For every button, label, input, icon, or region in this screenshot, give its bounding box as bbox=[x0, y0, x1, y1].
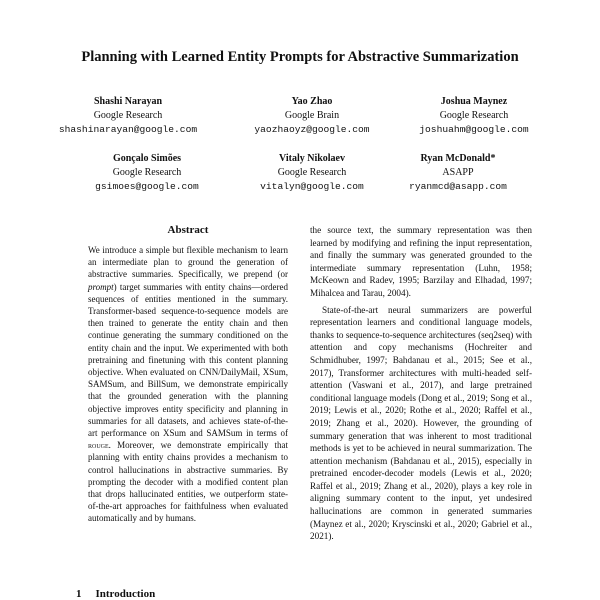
author-email: yaozhaoyz@google.com bbox=[254, 124, 370, 135]
author-name: Joshua Maynez bbox=[440, 96, 508, 107]
author-email: shashinarayan@google.com bbox=[58, 124, 198, 135]
section-heading bbox=[76, 588, 155, 600]
abstract-text: . Moreover, we demonstrate empirically that planning with entity chains provides a mechanism to control hallucinations in abstractive summaries. By prompting the decoder with a modified content plan that drops hallucinated entities, we outperform state-of-the-art approaches for faithfulness when evaluated automatically and by humans. bbox=[88, 440, 288, 524]
author-email: gsimoes@google.com bbox=[95, 181, 199, 192]
abstract-heading: Abstract bbox=[167, 224, 209, 236]
author-affiliation: ASAPP bbox=[442, 167, 474, 178]
author-block bbox=[52, 152, 242, 194]
author-block bbox=[33, 95, 223, 137]
author-block bbox=[379, 95, 569, 137]
abstract-text: We introduce a simple but flexible mechanism to learn an intermediate plan to ground the generation of abstractive summaries. Specifically, we prepend (or bbox=[88, 245, 288, 280]
author-affiliation: Google Research bbox=[277, 167, 347, 178]
section-title: Introduction bbox=[95, 588, 156, 600]
author-affiliation: Google Brain bbox=[284, 110, 340, 121]
author-name: Ryan McDonald* bbox=[420, 153, 496, 164]
abstract-rouge: rouge bbox=[88, 440, 109, 451]
abstract-text: ) target summaries with entity chains—ordered sequences of entities mentioned in the summary. Transformer-based sequence-to-sequence models are then trained to generate the entity chain and then continue generating the summary conditioned on the entity chain and the input. We experimented with both pretraining and finetuning with this content planning objective. When evaluated on CNN/DailyMail, XSum, SAMSum, and BillSum, we demonstrate empirically that the grounded generation with the planning objective improves entity specificity and planning in summaries for all datasets, and achieves state-of-the-art performance on XSum and SAMSum in terms of bbox=[88, 281, 288, 439]
right-column bbox=[310, 224, 532, 543]
paper-title: Planning with Learned Entity Prompts for Abstractive Summarization bbox=[81, 49, 519, 65]
author-affiliation: Google Research bbox=[93, 110, 163, 121]
author-name: Shashi Narayan bbox=[93, 96, 163, 107]
body-paragraph: the source text, the summary representation was then learned by modifying and refining the input representation, and finally the summary was generated grounded to the intermediate summary representation (Luhn, 1958; McKeown and Radev, 1995; Barzilay and Elhadad, 1997; Mihalcea and Tarau, 2004). bbox=[310, 225, 532, 298]
author-block bbox=[363, 152, 553, 194]
author-name: Vitaly Nikolaev bbox=[278, 153, 345, 164]
author-email: ryanmcd@asapp.com bbox=[409, 181, 507, 192]
author-affiliation: Google Research bbox=[112, 167, 182, 178]
author-name: Yao Zhao bbox=[291, 96, 333, 107]
abstract-body bbox=[88, 244, 288, 525]
author-email: vitalyn@google.com bbox=[260, 181, 364, 192]
abstract-emphasis: prompt bbox=[88, 281, 114, 292]
author-email: joshuahm@google.com bbox=[419, 124, 529, 135]
author-name: Gonçalo Simões bbox=[112, 153, 182, 164]
section-number: 1 bbox=[76, 588, 82, 600]
body-paragraph: State-of-the-art neural summarizers are powerful representation learners and conditional language models, thanks to sequence-to-sequence architectures (seq2seq) with attention and copy mechanisms (Hochreiter and Schmidhuber, 1997; Bahdanau et al., 2015; See et al., 2017), Transformer architectures with multi-headed self-attention (Vaswani et al., 2017), and large pretrained conditional language models (Dong et al., 2019; Song et al., 2019; Lewis et al., 2020; Rothe et al., 2020; Raffel et al., 2019; Zhang et al., 2020). However, the grounding of summary generation that was inherent to most traditional methods is yet to be achieved in neural summarization. The attention mechanism (Bahdanau et al., 2015), especially in pretrained encoder-decoder models (Lewis et al., 2020; Raffel et al., 2019; Zhang et al., 2020), plays a key role in aligning summary content to the input, yet undesired hallucinations are common in generated summaries (Maynez et al., 2020; Kryscinski et al., 2020; Gabriel et al., 2021). bbox=[310, 304, 532, 542]
author-affiliation: Google Research bbox=[439, 110, 509, 121]
